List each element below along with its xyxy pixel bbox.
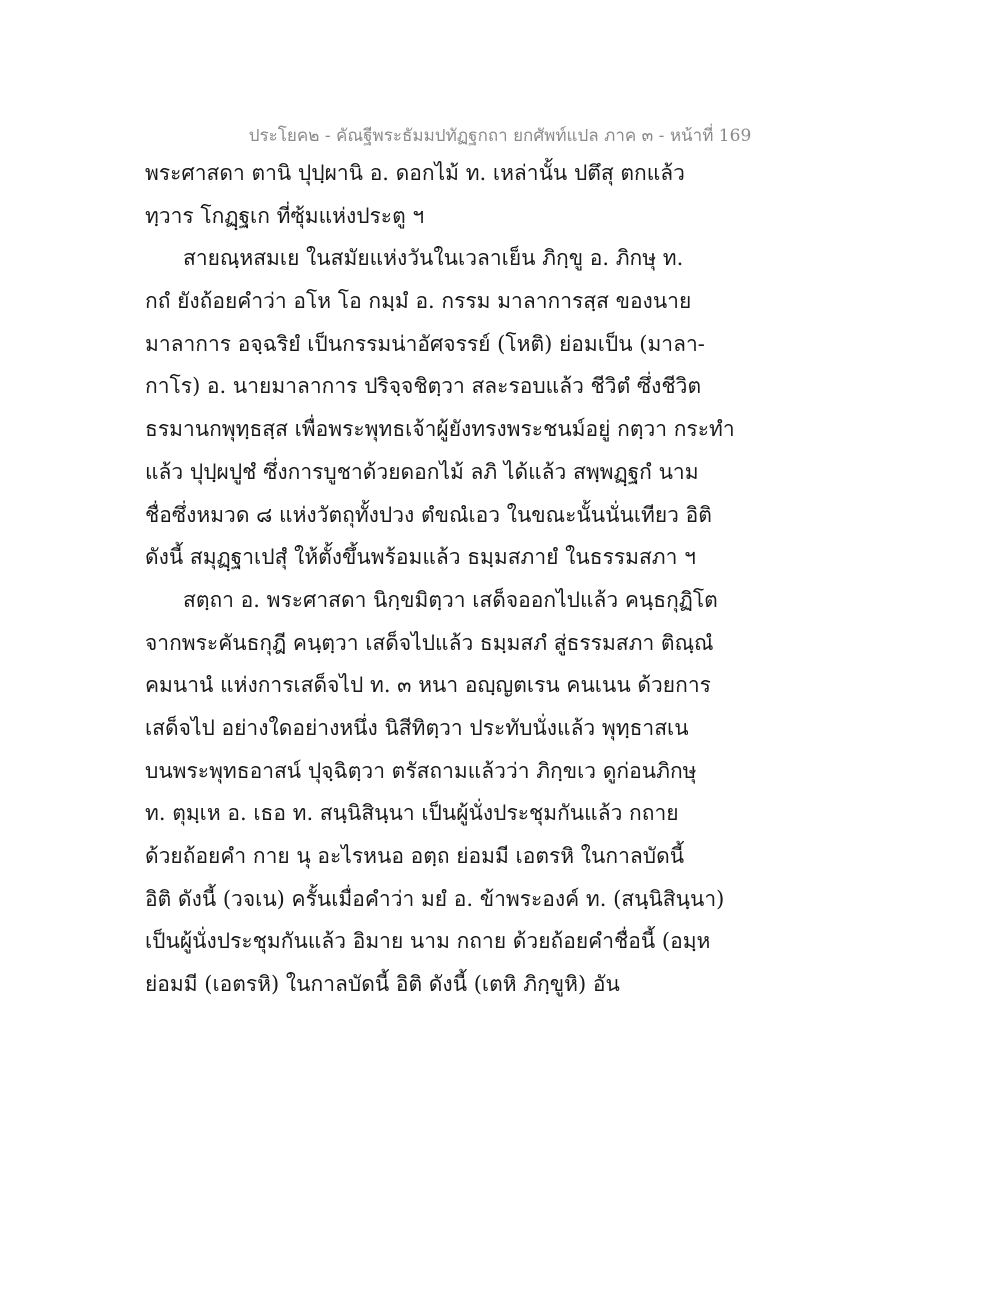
text-line: พระศาสดา ตานิ ปุปฺผานิ อ. ดอกไม้ ท. เหล่านั้น ปตึสุ ตกแล้ว <box>145 161 685 185</box>
paragraph-start-line: สายณฺหสมเย ในสมัยแห่งวันในเวลาเย็น ภิกฺขู อ. ภิกษุ ท. <box>183 246 684 271</box>
running-header: ประโยค๒ - คัณฐีพระธัมมปทัฏฐกถา ยกศัพท์แปล ภาค ๓ - หน้าที่ 169 <box>248 126 752 146</box>
text-line: ด้วยถ้อยคำ กาย นุ อะไรหนอ อตฺถ ย่อมมี เอตรหิ ในกาลบัดนี้ <box>145 844 685 868</box>
text-line: ดังนี้ สมุฏฺฐาเปสุํ ให้ตั้งขึ้นพร้อมแล้ว ธมฺมสภายํ ในธรรมสภา ฯ <box>145 545 696 570</box>
text-line: เป็นผู้นั่งประชุมกันแล้ว อิมาย นาม กถาย ด้วยถ้อยคำชื่อนี้ (อมฺห <box>145 929 711 954</box>
paragraph-start-line: สตฺถา อ. พระศาสดา นิกฺขมิตฺวา เสด็จออกไปแล้ว คนฺธกุฏิโต <box>183 587 718 612</box>
text-line: ย่อมมี (เอตรหิ) ในกาลบัดนี้ อิติ ดังนี้ (เตหิ ภิกฺขูหิ) อัน <box>145 972 620 997</box>
text-line: อิติ ดังนี้ (วจเน) ครั้นเมื่อคำว่า มยํ อ. ข้าพระองค์ ท. (สนฺนิสินฺนา) <box>145 886 725 911</box>
text-line: แล้ว ปุปฺผปูชํ ซึ่งการบูชาด้วยดอกไม้ ลภิ ได้แล้ว สพฺพฏฺฐกํ นาม <box>145 459 699 484</box>
document-body <box>145 152 865 1006</box>
text-line: คมนานํ แห่งการเสด็จไป ท. ๓ หนา อญฺญตเรน คนเนน ด้วยการ <box>145 673 711 698</box>
text-line: เสด็จไป อย่างใดอย่างหนึ่ง นิสีทิตฺวา ประทับนั่งแล้ว พุทฺธาสเน <box>145 715 689 740</box>
text-line: จากพระคันธกุฎี คนฺตฺวา เสด็จไปแล้ว ธมฺมสภํ สู่ธรรมสภา ติณฺณํ <box>145 630 714 655</box>
text-line: ท. ตุมฺเห อ. เธอ ท. สนฺนิสินฺนา เป็นผู้นั่งประชุมกันแล้ว กถาย <box>145 801 679 826</box>
text-line: กถํ ยังถ้อยคำว่า อโห โอ กมฺมํ อ. กรรม มาลาการสฺส ของนาย <box>145 289 692 314</box>
text-line: บนพระพุทธอาสน์ ปุจฺฉิตฺวา ตรัสถามแล้วว่า ภิกฺขเว ดูก่อนภิกษุ <box>145 758 697 783</box>
text-line: กาโร) อ. นายมาลาการ ปริจฺจชิตฺวา สละรอบแล้ว ชีวิตํ ซึ่งชีวิต <box>145 374 702 399</box>
text-line: มาลาการ อจฺฉริยํ เป็นกรรมน่าอัศจรรย์ (โหติ) ย่อมเป็น (มาลา- <box>145 331 705 356</box>
text-line: ธรมานกพุทฺธสฺส เพื่อพระพุทธเจ้าผู้ยังทรงพระชนม์อยู่ กตฺวา กระทำ <box>145 417 735 442</box>
text-line: ชื่อซึ่งหมวด ๘ แห่งวัตถุทั้งปวง ตํขณํเอว ในขณะนั้นนั่นเทียว อิติ <box>145 502 712 527</box>
text-line: ทฺวาร โกฏฺฐเก ที่ซุ้มแห่งประตู ฯ <box>145 203 425 228</box>
